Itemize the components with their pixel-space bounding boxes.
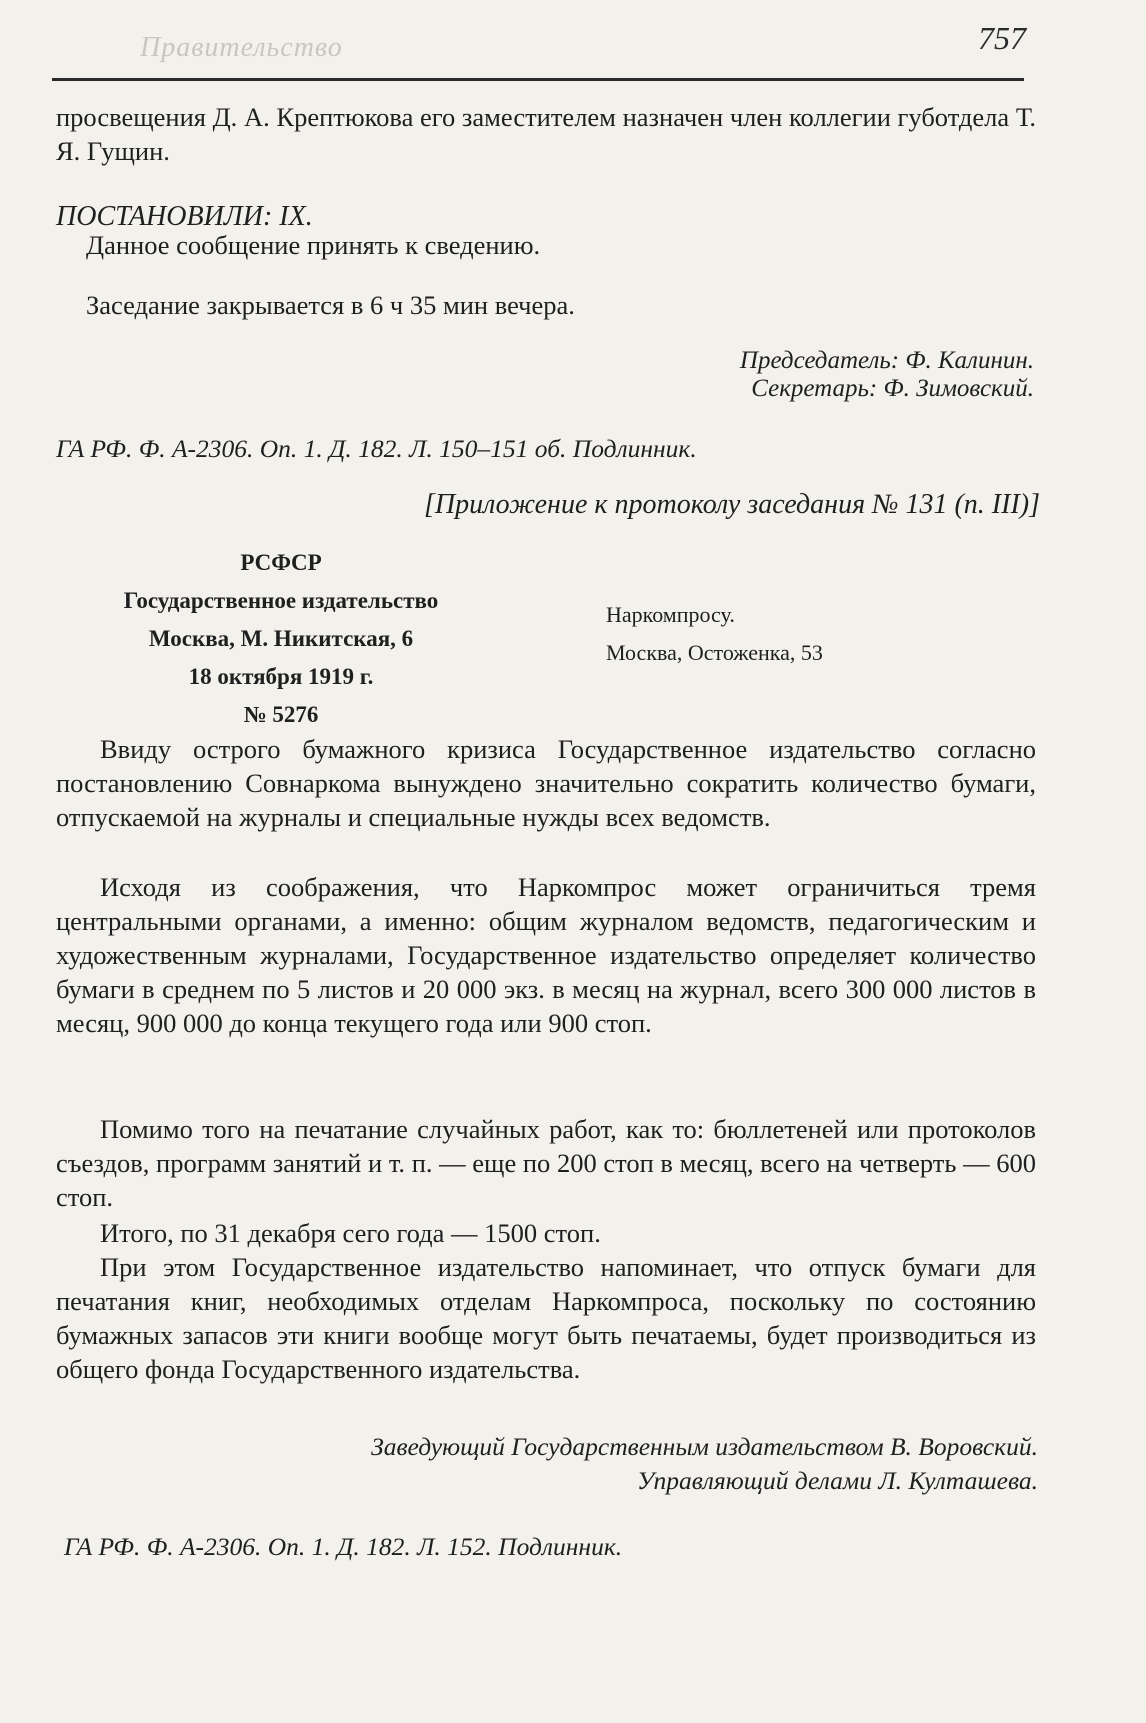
intro-paragraph: просвещения Д. А. Крептюкова его заместителем назначен член коллегии губотдела Т. Я. Гущин. [56,102,1036,166]
archive-reference-1: ГА РФ. Ф. А-2306. Оп. 1. Д. 182. Л. 150–151 об. Подлинник. [56,434,697,463]
closing-line: Заседание закрывается в 6 ч 35 мин вечера. [86,290,575,320]
archive-reference-2: ГА РФ. Ф. А-2306. Оп. 1. Д. 182. Л. 152. Подлинник. [64,1532,623,1561]
letterhead-organization: Государственное издательство [123,588,439,613]
recipient-block [606,596,906,672]
header-rule [52,78,1024,81]
letterhead-number: № 5276 [243,702,319,727]
letter-paragraph-5: При этом Государственное издательство напоминает, что отпуск бумаги для печатания книг, необходимых отделам Наркомпроса, поскольку по состоянию бумажных запасов эти книги вообще могут быть печатаемы, будет производиться из общего фонда Государственного издательства. [56,1252,1036,1384]
chairman-signature: Председатель: Ф. Калинин. [739,347,1034,374]
recipient-address: Москва, Остоженка, 53 [606,640,823,665]
resolved-heading: ПОСТАНОВИЛИ: IX. [56,201,313,232]
letter-paragraph-1: Ввиду острого бумажного кризиса Государственное издательство согласно постановлению Совнаркома вынуждено значительно сократить количество бумаги, отпускаемой на журналы и специальные нужды всех ведомств. [56,734,1036,832]
letterhead-address: Москва, М. Никитская, 6 [148,626,414,651]
signer-director: Заведующий Государственным издательством В. Воровский. [371,1432,1038,1461]
resolved-text: Данное сообщение принять к сведению. [86,230,541,260]
signer-manager: Управляющий делами Л. Култашева. [637,1466,1038,1495]
page-number: 757 [978,20,1026,56]
running-header: Правительство [140,32,343,63]
letterhead-date: 18 октября 1919 г. [188,664,374,689]
recipient-name: Наркомпросу. [606,602,735,627]
appendix-title: [Приложение к протоколу заседания № 131 (п. III)] [423,489,1040,520]
letterhead-country: РСФСР [240,550,322,575]
letter-paragraph-2: Исходя из соображения, что Наркомпрос может ограничиться тремя центральными органами, а именно: общим журналом ведомств, педагогическим и художественным журналами, Государственное издательство определяет количество бумаги в среднем по 5 листов и 20 000 экз. в месяц на журнал, всего 300 000 листов в месяц, 900 000 до конца текущего года или 900 стоп. [56,872,1036,1038]
secretary-signature: Секретарь: Ф. Зимовский. [751,375,1034,402]
letter-paragraph-3: Помимо того на печатание случайных работ, как то: бюллетеней или протоколов съездов, программ занятий и т. п. — еще по 200 стоп в месяц, всего на четверть — 600 стоп. [56,1114,1036,1212]
letterhead-block [96,544,466,734]
letter-paragraph-4: Итого, по 31 декабря сего года — 1500 стоп. [100,1218,601,1248]
